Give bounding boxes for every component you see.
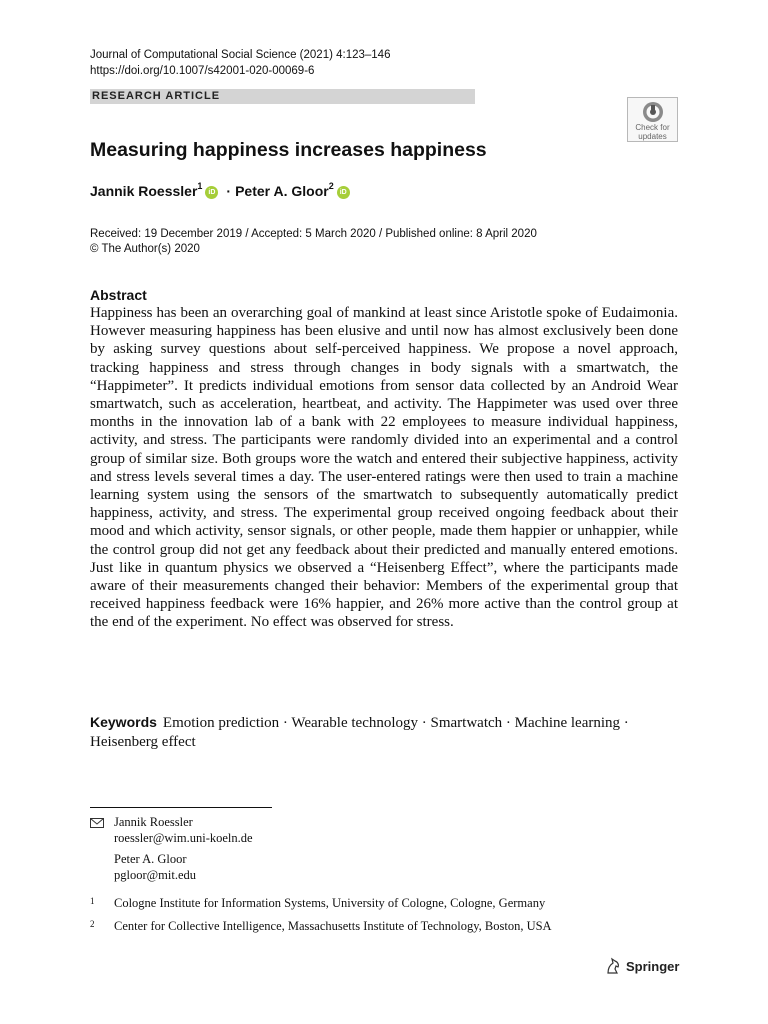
affiliation-2 [90, 919, 552, 934]
badge-label-1: Check for [635, 123, 670, 132]
publisher-logo [604, 957, 679, 975]
publication-dates [90, 227, 537, 257]
keywords-text: Emotion prediction · Wearable technology · Smartwatch · Machine learning · Heisenberg effect [90, 715, 629, 750]
footnote-divider [90, 807, 272, 808]
abstract-heading: Abstract [90, 287, 147, 303]
author-affiliation-mark: 2 [328, 181, 334, 191]
keywords-heading: Keywords [90, 714, 157, 730]
article-type-bar: RESEARCH ARTICLE [90, 89, 475, 104]
springer-horse-icon [604, 957, 622, 975]
affiliation-text: Cologne Institute for Information Systems, University of Cologne, Cologne, Germany [114, 896, 546, 910]
doi-link[interactable]: https://doi.org/10.1007/s42001-020-00069-6 [90, 64, 315, 77]
check-for-updates-badge[interactable] [627, 97, 678, 142]
orcid-icon[interactable]: iD [337, 186, 350, 199]
correspondence-email[interactable]: pgloor@mit.edu [114, 867, 196, 882]
dates-line: Received: 19 December 2019 / Accepted: 5 March 2020 / Published online: 8 April 2020 [90, 228, 537, 240]
paper-title: Measuring happiness increases happiness [90, 139, 487, 161]
affiliation-1 [90, 896, 545, 911]
orcid-icon[interactable]: iD [205, 186, 218, 199]
author-name[interactable]: Peter A. Gloor [235, 183, 329, 199]
abstract-text: Happiness has been an overarching goal of mankind at least since Aristotle spoke of Eudaimonia. However measuring happiness has been elusive and until now has almost exclusively been done by asking survey questions about self-perceived happiness. We propose a novel approach, tracking happiness and stress through changes in body signals with a smartwatch, the “Happimeter”. It predicts individual emotions from sensor data collected by an Android Wear smartwatch, such as acceleration, heartbeat, and activity. The Happimeter was used over three months in the innovation lab of a bank with 22 employees to measure individual happiness, activity, and stress. The participants were randomly divided into an experimental and a control group of similar size. Both groups wore the watch and entered their subjective happiness, activity and stress levels several times a day. The user-entered ratings were then used to train a machine learning system using the sensors of the smartwatch to subsequently automatically predict happiness, activity, and stress. The experimental group received ongoing feedback about their mood and which activity, sensor signals, or other people, made them happier or unhappier, while the control group did not get any feedback about their predicted and manually entered emotions. Just like in quantum physics we observed a “Heisenberg Effect”, where the participants made aware of their measurements changed their behavior: Members of the experimental group that received happiness feedback were 16% happier, and 26% more active than the control group at the end of the experiment. No effect was observed for stress. [90, 305, 678, 631]
corresponding-author-2 [114, 852, 196, 883]
badge-label-2: updates [638, 132, 667, 141]
affiliation-text: Center for Collective Intelligence, Massachusetts Institute of Technology, Boston, USA [114, 919, 552, 933]
envelope-icon [90, 818, 104, 828]
publisher-name: Springer [626, 958, 680, 974]
affiliation-number: 1 [90, 896, 95, 906]
journal-header [90, 48, 390, 79]
keywords-block [90, 713, 678, 752]
check-for-updates-icon [642, 101, 664, 123]
corresponding-author-1 [114, 815, 253, 846]
author-affiliation-mark: 1 [197, 181, 203, 191]
affiliation-number: 2 [90, 919, 95, 929]
author-list [90, 183, 354, 199]
journal-citation: Journal of Computational Social Science (2021) 4:123–146 [90, 49, 391, 61]
copyright-line: © The Author(s) 2020 [90, 243, 200, 255]
correspondence-name: Peter A. Gloor [114, 852, 187, 866]
correspondence-name: Jannik Roessler [114, 815, 193, 829]
author-separator: · [226, 183, 232, 199]
correspondence-email[interactable]: roessler@wim.uni-koeln.de [114, 830, 253, 845]
author-name[interactable]: Jannik Roessler [90, 183, 198, 199]
